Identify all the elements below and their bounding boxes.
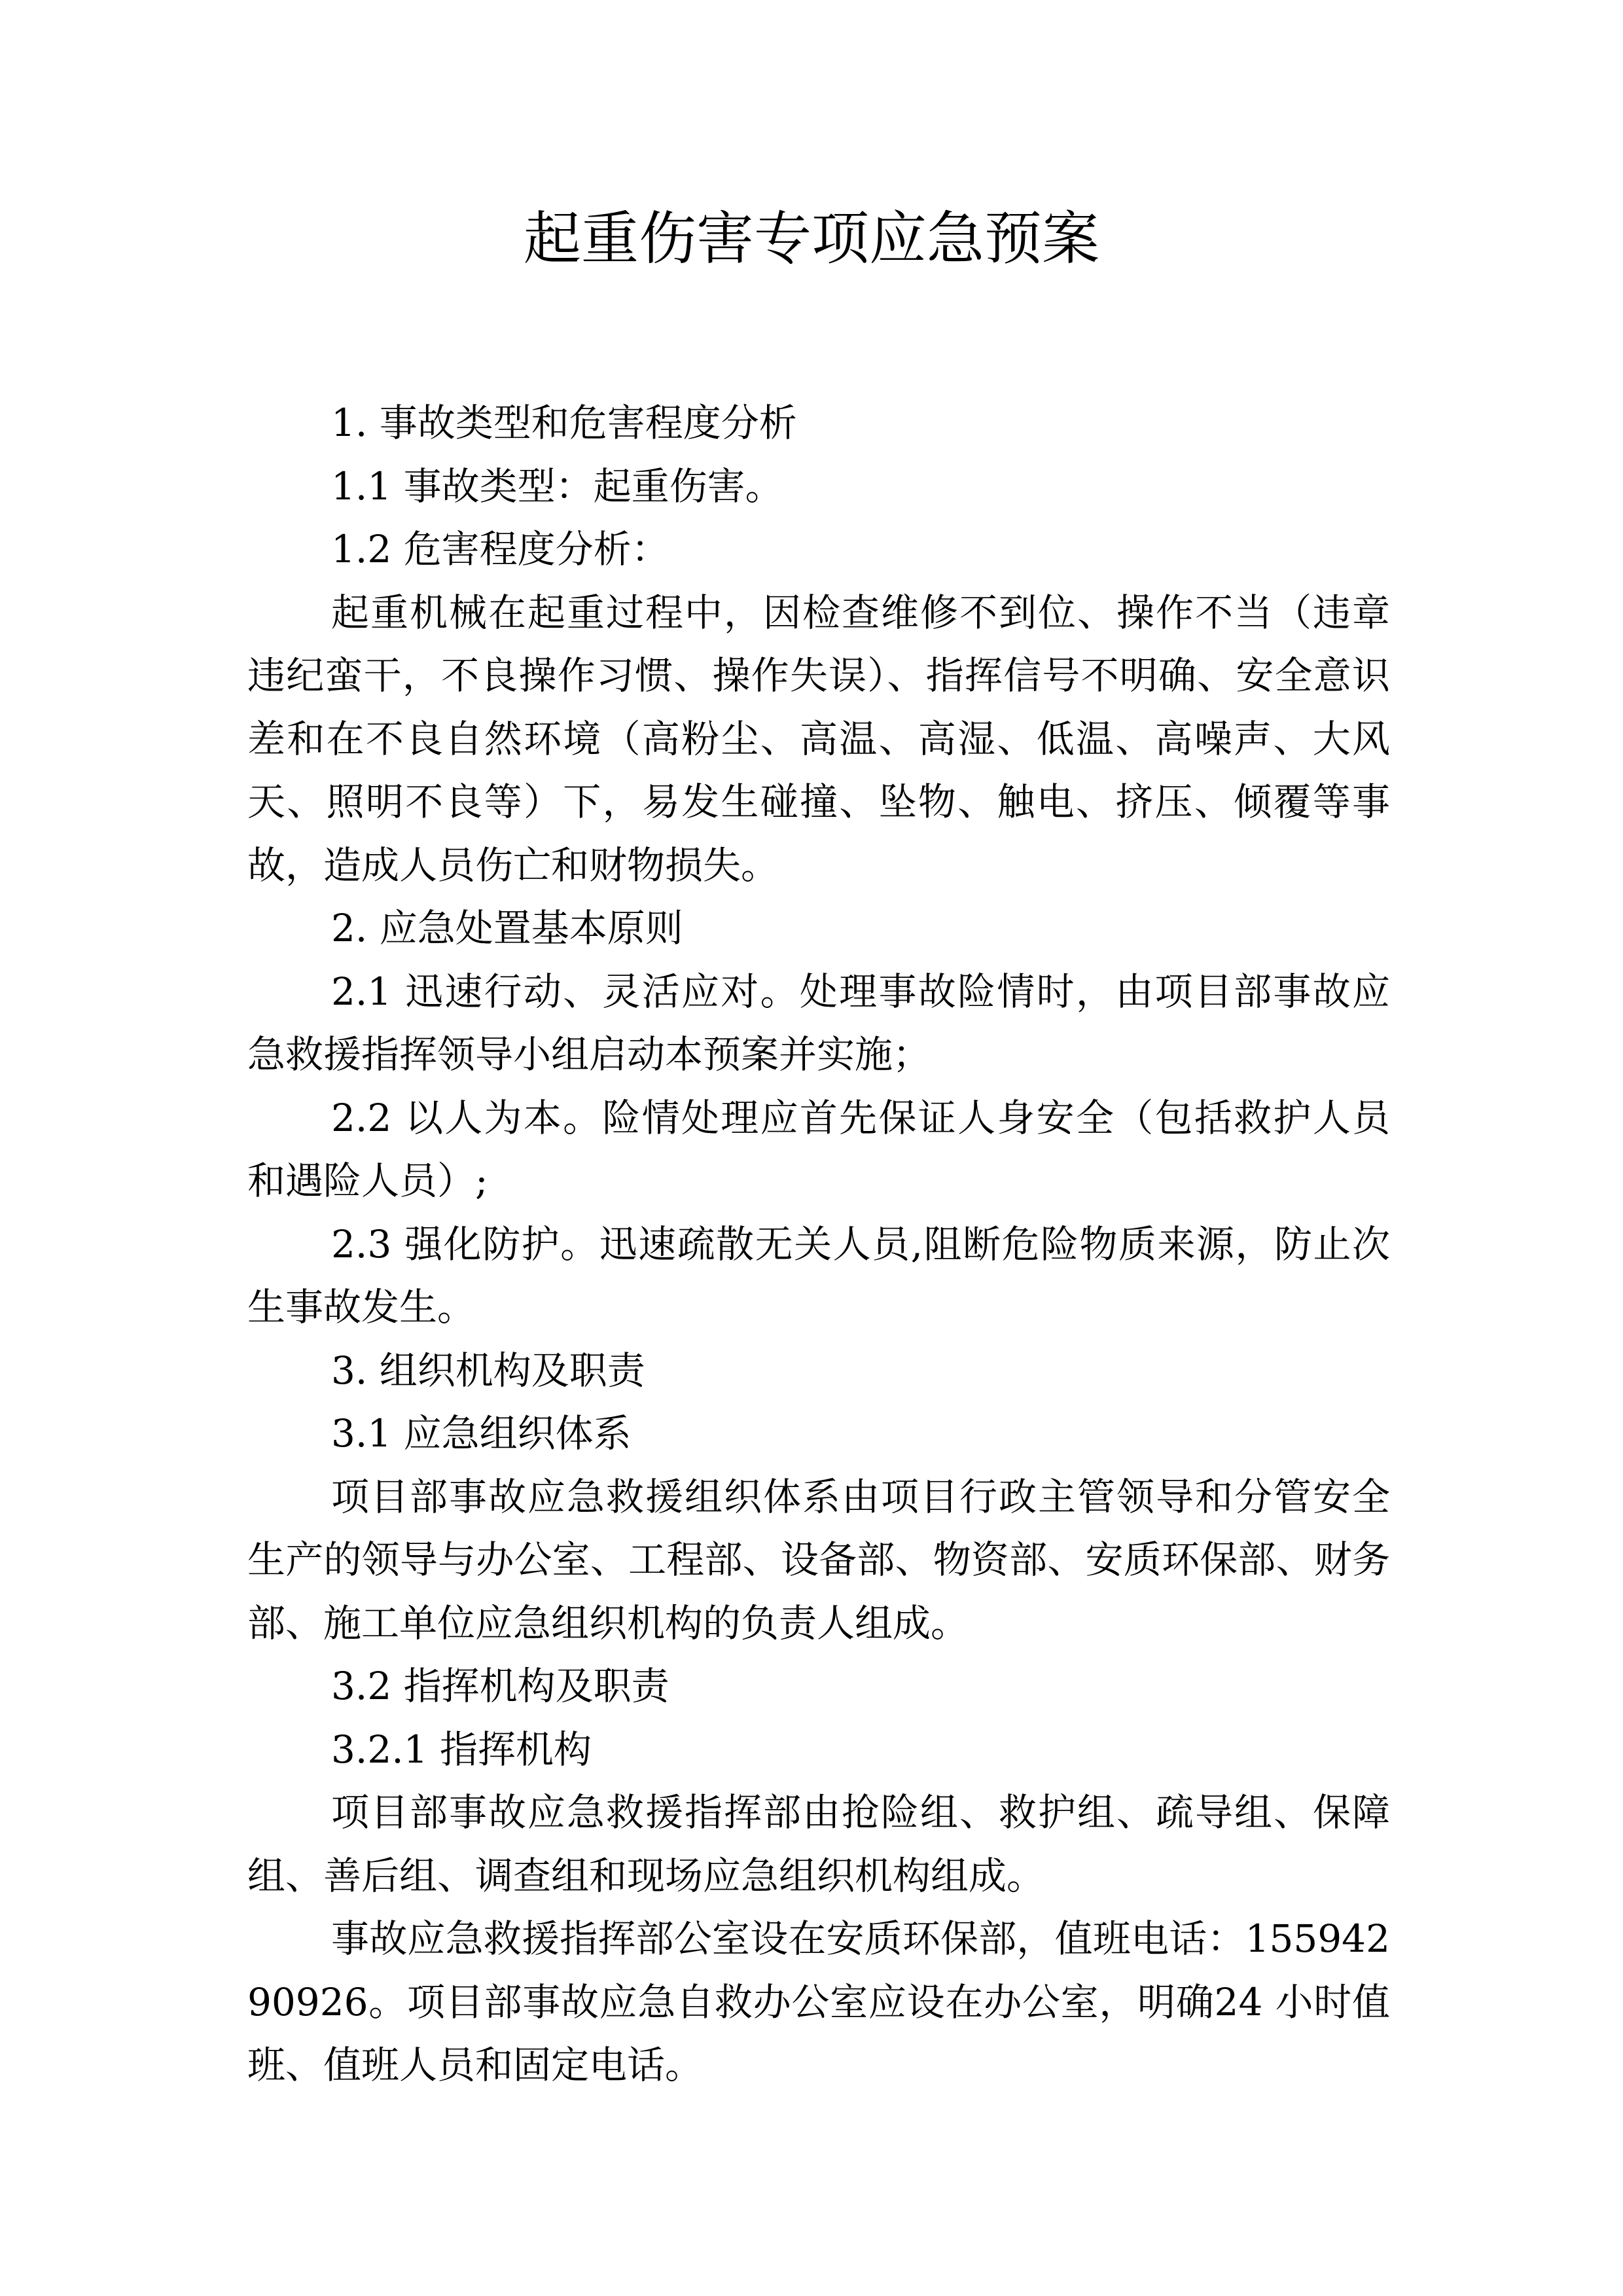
heading-2: 2. 应急处置基本原则 bbox=[331, 906, 683, 950]
paragraph-hazard-analysis: 起重机械在起重过程中，因检查维修不到位、操作不当（违章违纪蛮干，不良操作习惯、操作失误）、指挥信号不明确、安全意识差和在不良自然环境（高粉尘、高温、高湿、低温、高噪声、大风天、照明不良等）下，易发生碰撞、坠物、触电、挤压、倾覆等事故，造成人员伤亡和财物损失。 bbox=[247, 590, 1390, 888]
paragraph-2-3: 2.3 强化防护。迅速疏散无关人员,阻断危险物质来源，防止次生事故发生。 bbox=[247, 1221, 1390, 1329]
heading-1-2: 1.2 危害程度分析： bbox=[331, 527, 669, 571]
paragraph-command-structure: 项目部事故应急救援指挥部由抢险组、救护组、疏导组、保障组、善后组、调查组和现场应急组织机构组成。 bbox=[247, 1790, 1390, 1898]
paragraph-organization: 项目部事故应急救援组织体系由项目行政主管领导和分管安全生产的领导与办公室、工程部、设备部、物资部、安质环保部、财务部、施工单位应急组织机构的负责人组成。 bbox=[247, 1474, 1390, 1645]
paragraph-2-1: 2.1 迅速行动、灵活应对。处理事故险情时，由项目部事故应急救援指挥领导小组启动本预案并实施； bbox=[247, 969, 1390, 1077]
heading-1: 1. 事故类型和危害程度分析 bbox=[331, 401, 797, 445]
document-title: 起重伤害专项应急预案 bbox=[523, 205, 1099, 272]
paragraph-2-2: 2.2 以人为本。险情处理应首先保证人身安全（包括救护人员和遇险人员）; bbox=[247, 1095, 1390, 1203]
heading-3-2: 3.2 指挥机构及职责 bbox=[331, 1664, 669, 1708]
paragraph-duty-office: 事故应急救援指挥部公室设在安质环保部，值班电话：15594290926。项目部事故应急自救办公室应设在办公室，明确24 小时值班、值班人员和固定电话。 bbox=[247, 1916, 1390, 2087]
heading-3-2-1: 3.2.1 指挥机构 bbox=[331, 1727, 592, 1772]
heading-3: 3. 组织机构及职责 bbox=[331, 1348, 645, 1393]
heading-1-1: 1.1 事故类型：起重伤害。 bbox=[331, 463, 783, 509]
document-body bbox=[247, 391, 1390, 2097]
heading-3-1: 3.1 应急组织体系 bbox=[331, 1411, 632, 1456]
